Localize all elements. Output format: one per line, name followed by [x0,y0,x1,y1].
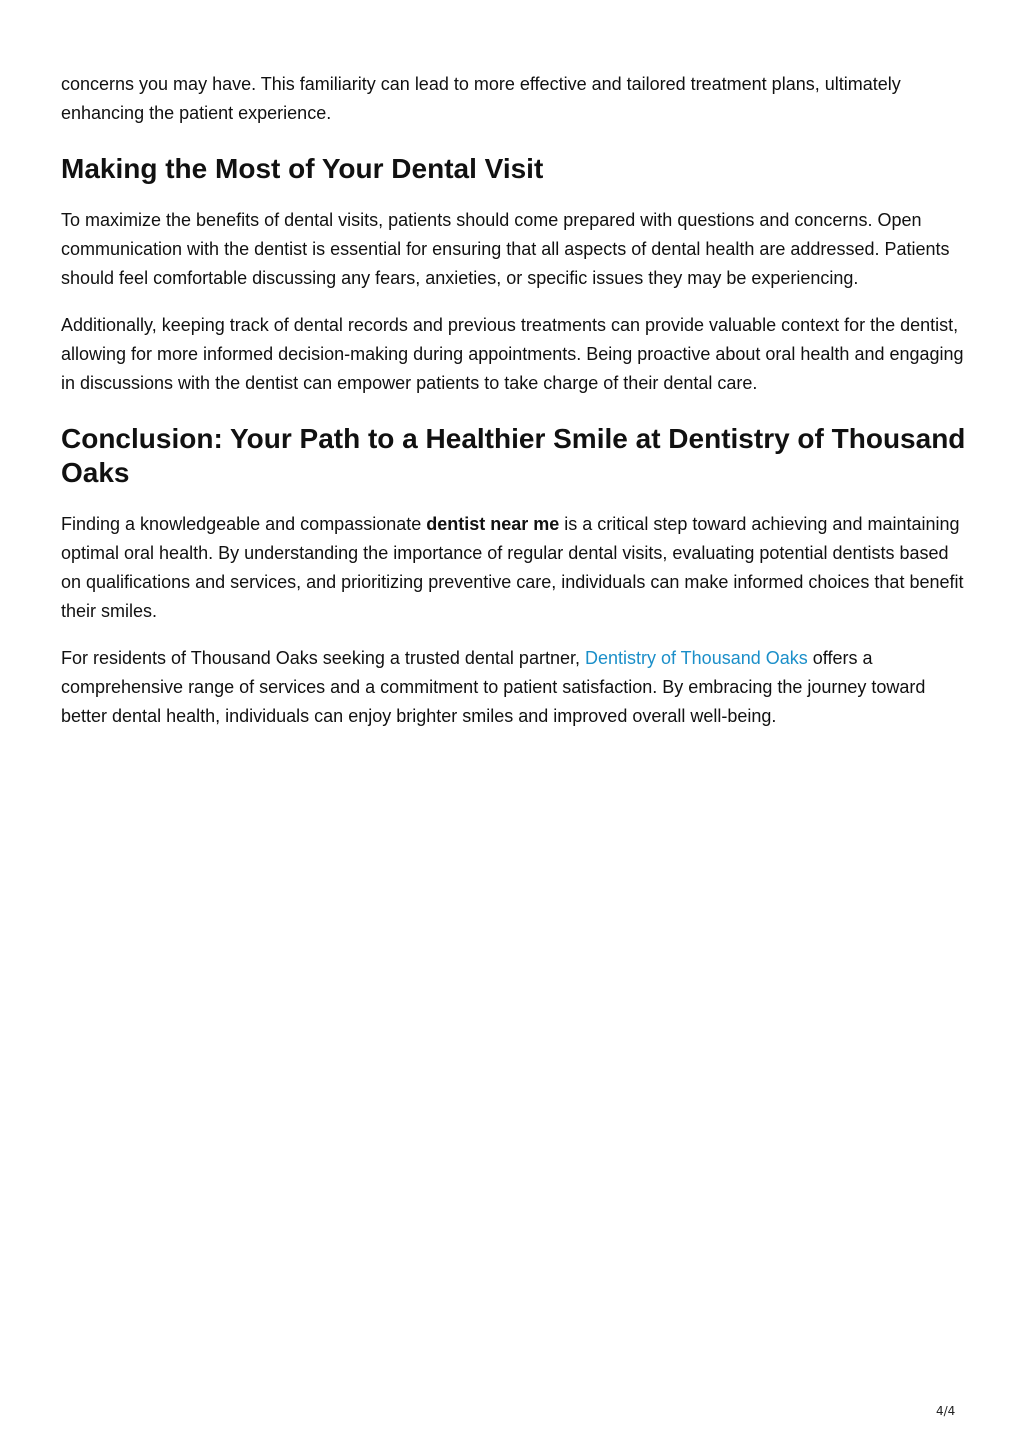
page-number: 4/4 [936,1404,956,1418]
document-body [61,70,966,749]
text-segment: offers a comprehensive range of services and a commitment to patient satisfaction. By embracing the journey toward better dental health, individuals can enjoy brighter smiles and improved overall well-being. [61,648,926,726]
section-heading-dental-visit: Making the Most of Your Dental Visit [61,153,544,184]
paragraph-dental-records: Additionally, keeping track of dental records and previous treatments can provide valuable context for the dentist, allowing for more informed decision-making during appointments. Being proactive about oral health and engaging in discussions with the dentist can empower patients to take charge of their dental care. [61,315,964,393]
paragraph-residents [61,644,966,731]
paragraph-prepare-questions: To maximize the benefits of dental visits, patients should come prepared with questions and concerns. Open communication with the dentist is essential for ensuring that all aspects of dental health are addressed. Patients should feel comfortable discussing any fears, anxieties, or specific issues they may be experiencing. [61,210,950,288]
bold-keyword: dentist near me [426,514,560,534]
text-segment: Finding a knowledgeable and compassionate [61,514,427,534]
text-segment: For residents of Thousand Oaks seeking a trusted dental partner, [61,648,585,668]
intro-paragraph: concerns you may have. This familiarity can lead to more effective and tailored treatment plans, ultimately enhancing the patient experience. [61,74,901,123]
paragraph-finding-dentist [61,510,966,626]
text-segment: is a critical step toward achieving and maintaining optimal oral health. By understanding the importance of regular dental visits, evaluating potential dentists based on qualifications and services, and prioritizing preventive care, individuals can make informed choices that benefit their smiles. [61,514,964,621]
dentistry-link[interactable]: Dentistry of Thousand Oaks [584,648,808,668]
section-heading-conclusion: Conclusion: Your Path to a Healthier Smile at Dentistry of Thousand Oaks [61,423,966,488]
